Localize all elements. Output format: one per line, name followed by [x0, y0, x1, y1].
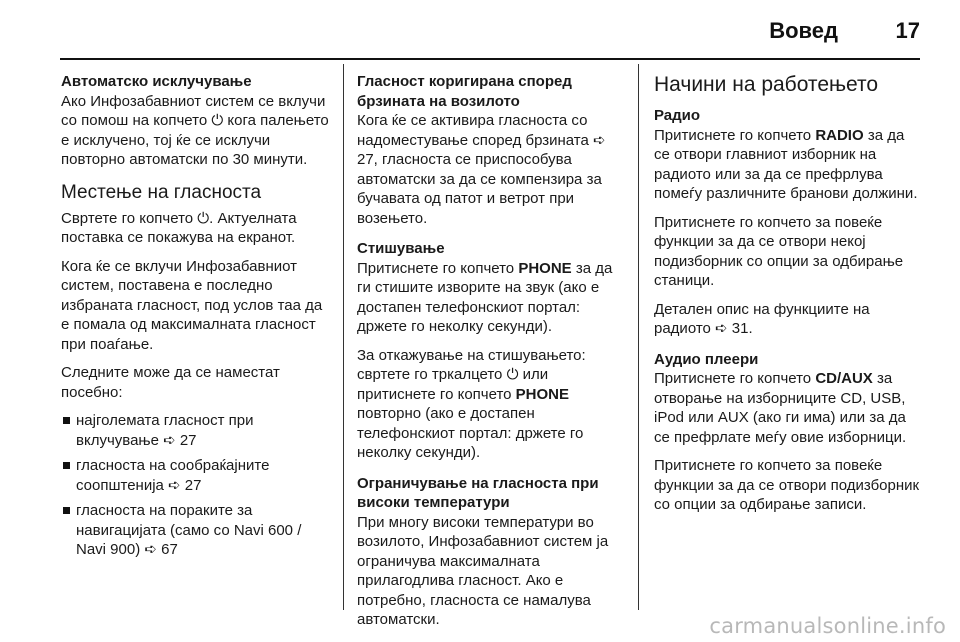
column-divider-1 [343, 64, 344, 610]
radio-p1-post: за да се отвори главниот изборник на радиото или за да се префрлува помеѓу различните бранови должини. [654, 126, 918, 202]
column-1 [61, 72, 333, 566]
section-volume [61, 181, 333, 560]
audio-p2: Притиснете го копчето за повеќе функции за да се отвори подизборник со опции за одбирање записи. [654, 457, 920, 513]
mute-p2-post: повторно (ако е достапен телефонскиот портал: држете го неколку секунди). [357, 405, 584, 461]
list-item: најголемата гласност при вклучување ➪ 27 [61, 411, 333, 450]
heading-operating-modes: Начини на работењето [654, 73, 879, 96]
column-3 [654, 72, 924, 524]
volume-bullet-list [61, 411, 333, 560]
page-number: 17 [895, 18, 920, 43]
heading-temp-limit: Ограничување на гласноста при високи температури [357, 474, 599, 511]
heading-speed-volume: Гласност коригирана според брзината на возилото [357, 73, 572, 110]
volume-p3: Следните може да се наместат посебно: [61, 364, 280, 401]
cd-aux-key-label: CD/AUX [815, 370, 873, 387]
section-audio-players [654, 350, 924, 515]
list-item: гласноста на сообраќајните соопштенија ➪ 27 [61, 456, 333, 495]
list-item: гласноста на пораките за навигацијата (само со Navi 600 / Navi 900) ➪ 67 [61, 501, 333, 560]
heading-mute: Стишување [357, 240, 445, 257]
audio-p1-pre: Притиснете го копчето [654, 370, 816, 387]
audio-p1-post: за отворање на изборниците CD, USB, iPod или AUX (ако ги има) или за да се префрлате меѓу овие изборници. [654, 370, 907, 446]
section-temp-limit [357, 474, 629, 630]
watermark: carmanualsonline.info [709, 614, 946, 638]
header-rule [60, 58, 920, 60]
mute-p2-pre: За откажување на стишувањето: свртете го тркалцето ⏻ или притиснете го копчето [357, 346, 586, 403]
page-title: Вовед [769, 18, 838, 43]
mute-p1-pre: Притиснете го копчето [357, 259, 519, 277]
section-radio [654, 106, 924, 339]
radio-p3: Детален опис на функциите на радиото ➪ 31. [654, 300, 870, 337]
radio-p1 [654, 126, 924, 204]
radio-p1-pre: Притиснете го копчето [654, 126, 816, 144]
section-auto-off [61, 72, 333, 170]
mute-p1 [357, 259, 629, 337]
speed-volume-text: Кога ќе се активира гласноста со надоместување според брзината ➪ 27, гласноста се приспособува автоматски за да се компензира за бучавата од патот и ветрот при возењето. [357, 112, 606, 227]
auto-off-text: Ако Инфозабавниот систем се вклучи со помош на копчето ⏻ кога палењето е исклучено, тој ќе се исклучи повторно автоматски по 30 минути. [61, 92, 329, 168]
temp-limit-text: При многу високи температури во возилото, Инфозабавниот систем ја ограничува максималната прилагодлива гласност. Ако е потребно, гласноста се намалува автоматски. [357, 513, 609, 628]
heading-radio: Радио [654, 107, 701, 124]
heading-volume: Местење на гласноста [61, 181, 262, 203]
audio-p1 [654, 369, 924, 447]
column-divider-2 [638, 64, 639, 610]
section-mute [357, 239, 629, 463]
mute-p1-post: за да ги стишите изворите на звук (ако е достапен телефонскиот портал: држете го неколку секунди). [357, 259, 613, 335]
column-2 [357, 72, 629, 639]
heading-auto-off: Автоматско исклучување [61, 73, 252, 90]
heading-audio-players: Аудио плеери [654, 350, 759, 368]
phone-key-label: PHONE [515, 385, 569, 403]
radio-p2: Притиснете го копчето за повеќе функции за да се отвори некој подизборник со опции за одбирање станици. [654, 213, 904, 289]
mute-p2 [357, 346, 629, 463]
phone-key-label: PHONE [518, 259, 572, 277]
volume-p2: Кога ќе се вклучи Инфозабавниот систем, поставена е последно избраната гласност, под услов таа да е помала од максималната гласност при поаѓање. [61, 257, 323, 353]
volume-p1: Свртете го копчето ⏻. Актуелната поставка се покажува на екранот. [61, 209, 297, 246]
section-speed-volume [357, 72, 629, 228]
radio-key-label: RADIO [815, 126, 864, 144]
